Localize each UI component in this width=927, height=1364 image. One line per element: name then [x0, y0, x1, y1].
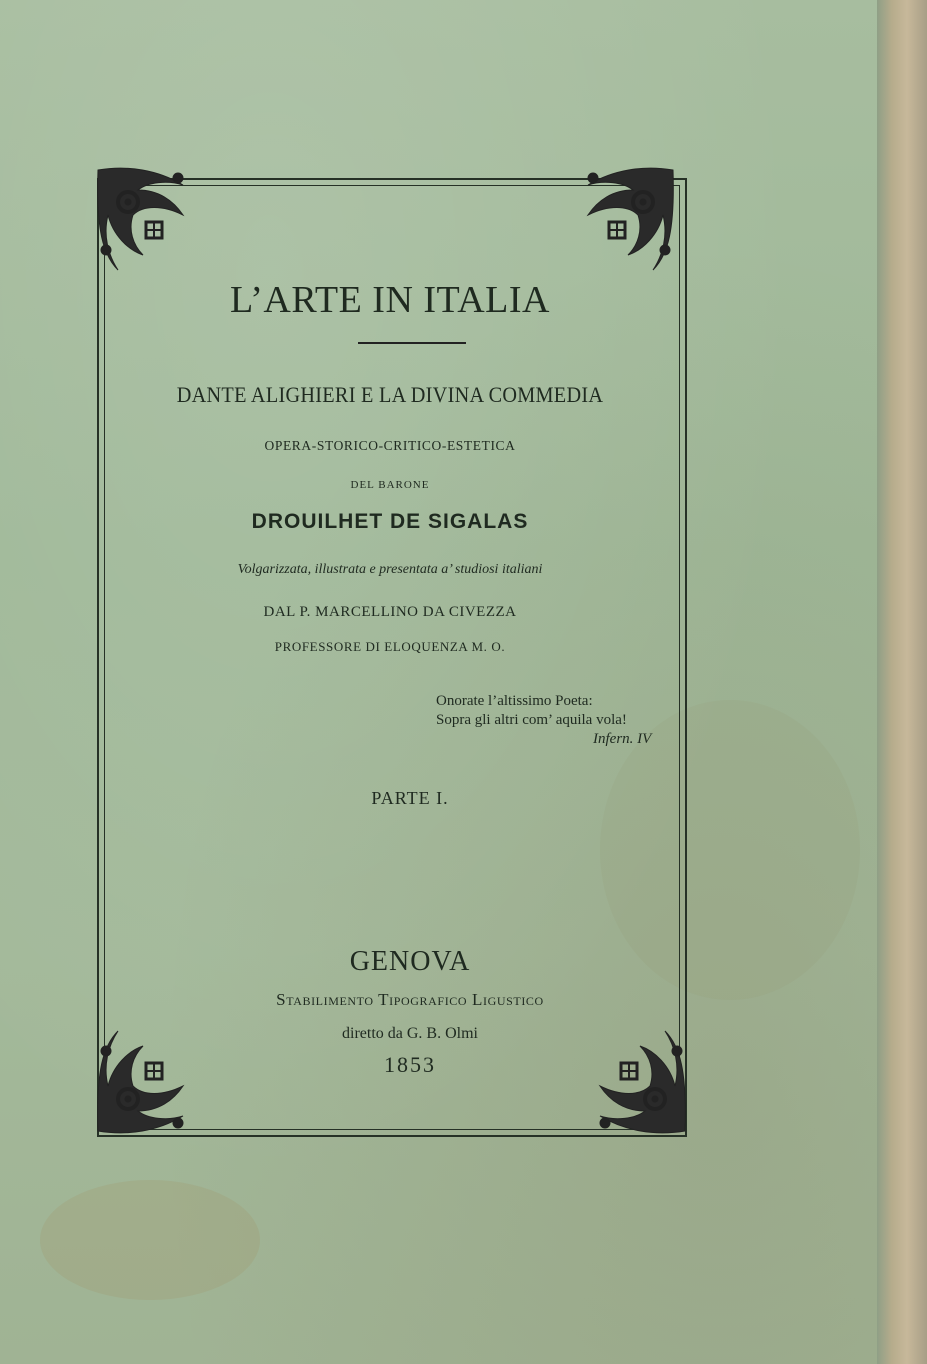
publication-city: GENOVA — [349, 946, 471, 977]
inner-frame-line — [104, 185, 680, 1130]
author-prefix: DEL BARONE — [350, 479, 430, 491]
author-name: DROUILHET DE SIGALAS — [251, 510, 529, 533]
ornament-corner-icon — [558, 160, 683, 285]
epigraph-source: Infern. IV — [593, 731, 652, 747]
publication-year: 1853 — [384, 1052, 436, 1077]
translator-title: PROFESSORE DI ELOQUENZA M. O. — [274, 639, 506, 654]
part-number: PARTE I. — [371, 788, 449, 808]
epigraph-line-2: Sopra gli altri com’ aquila vola! — [436, 712, 627, 728]
epigraph-line-1: Onorate l’altissimo Poeta: — [436, 693, 593, 709]
book-title: L’ARTE IN ITALIA — [230, 279, 550, 321]
printer-name: Stabilimento Tipografico Ligustico — [276, 990, 544, 1009]
translator-name: DAL P. MARCELLINO DA CIVEZZA — [263, 604, 517, 620]
worn-spine-edge — [877, 0, 927, 1364]
epigraph — [436, 692, 651, 749]
work-description: OPERA-STORICO-CRITICO-ESTETICA — [264, 438, 516, 453]
book-subtitle: DANTE ALIGHIERI E LA DIVINA COMMEDIA — [176, 382, 604, 407]
translation-note: Volgarizzata, illustrata e presentata a’ studiosi italiani — [237, 562, 543, 577]
paper-stain — [40, 1180, 260, 1300]
printer-director: diretto da G. B. Olmi — [342, 1025, 478, 1042]
title-divider — [358, 342, 466, 344]
ornament-corner-icon — [88, 160, 213, 285]
